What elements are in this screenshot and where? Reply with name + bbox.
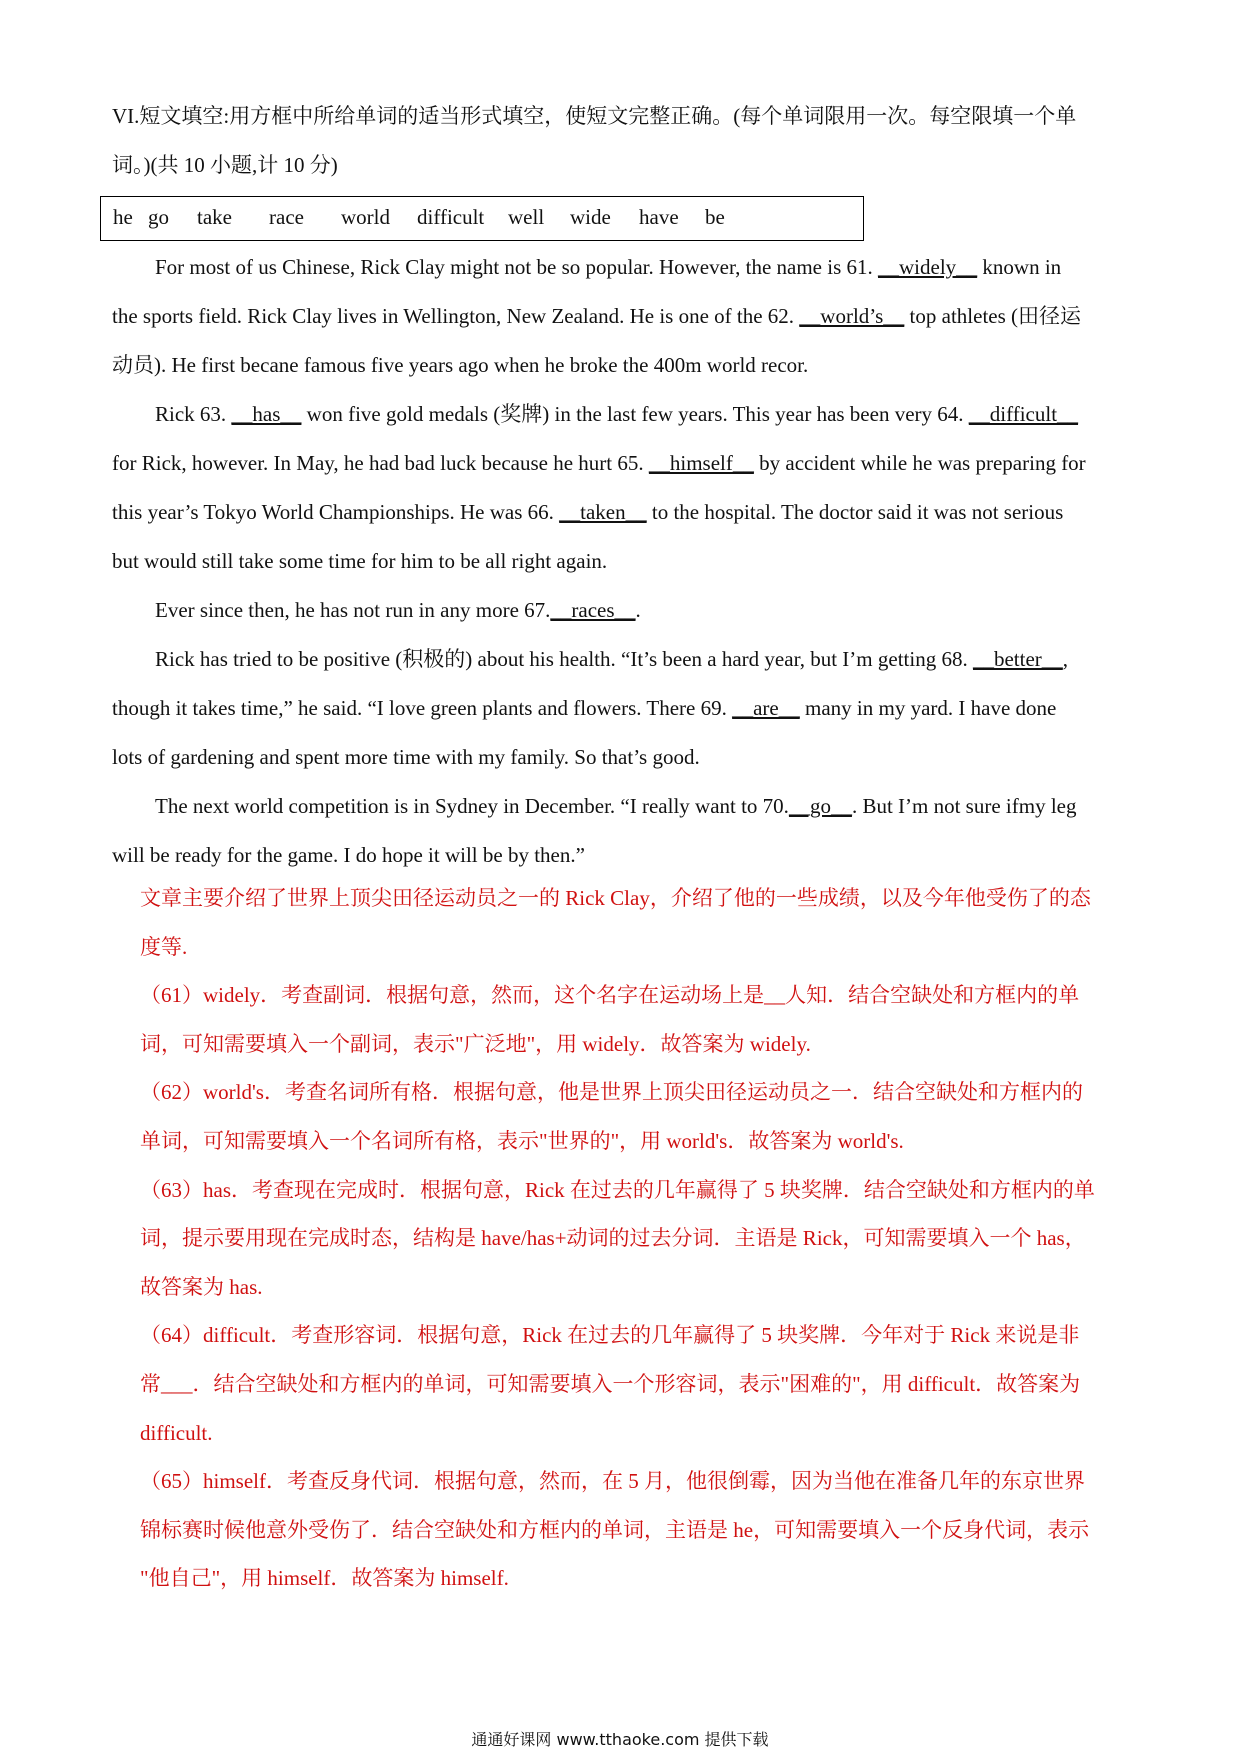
answer-blank-67: __races__ — [550, 598, 636, 622]
answer-blank-69: __are__ — [732, 696, 800, 720]
passage-line: this year’s Tokyo World Championships. He was 66. __taken__ to the hospital. The doctor said it was not serious — [112, 500, 1064, 524]
analysis-line: difficult. — [140, 1420, 213, 1445]
word-box-item: world — [341, 205, 390, 229]
word-box-item: well — [508, 205, 545, 229]
word-box-item: have — [639, 205, 679, 229]
passage-line: The next world competition is in Sydney in December. “I really want to 70.__go__. But I’m not sure ifmy leg — [155, 794, 1077, 818]
analysis-line: （62）world's．考查名词所有格．根据句意，他是世界上顶尖田径运动员之一．结合空缺处和方框内的 — [140, 1080, 1083, 1105]
analysis-line: 锦标赛时候他意外受伤了．结合空缺处和方框内的单词，主语是 he，可知需要填入一个反身代词，表示 — [140, 1517, 1090, 1542]
answer-blank-63: __has__ — [231, 402, 302, 426]
passage-line: for Rick, however. In May, he had bad luck because he hurt 65. __himself__ by accident while he was preparing for — [112, 451, 1086, 475]
analysis-line: 度等. — [140, 934, 188, 959]
analysis-line: （65）himself．考查反身代词．根据句意，然而，在 5 月，他很倒霉，因为当他在准备几年的东京世界 — [140, 1469, 1085, 1494]
passage-line: will be ready for the game. I do hope it will be by then.” — [112, 843, 585, 867]
answer-blank-68: __better__ — [972, 647, 1063, 671]
analysis-line: 词，可知需要填入一个副词，表示"广泛地"，用 widely．故答案为 widely. — [140, 1031, 811, 1056]
heading-line-1: VI.短文填空:用方框中所给单词的适当形式填空，使短文完整正确。(每个单词限用一次。每空限填一个单 — [112, 104, 1077, 128]
word-box-item: race — [269, 205, 304, 229]
analysis-line: （63）has．考查现在完成时．根据句意，Rick 在过去的几年赢得了 5 块奖牌．结合空缺处和方框内的单 — [140, 1177, 1095, 1202]
analysis-line: （64）difficult．考查形容词．根据句意，Rick 在过去的几年赢得了 5 块奖牌．今年对于 Rick 来说是非 — [140, 1323, 1080, 1348]
word-box-item: be — [705, 205, 725, 229]
answer-blank-70: __go__ — [788, 794, 852, 818]
passage-line: For most of us Chinese, Rick Clay might not be so popular. However, the name is 61. __widely__ known in — [155, 255, 1062, 279]
reading-passage — [112, 243, 1132, 880]
passage-line: Rick 63. __has__ won five gold medals (奖牌) in the last few years. This year has been very 64. __difficult__ — [155, 402, 1079, 426]
word-box-item: take — [197, 205, 232, 229]
answer-blank-62: __world’s__ — [799, 304, 905, 328]
analysis-line: 常___．结合空缺处和方框内的单词，可知需要填入一个形容词，表示"困难的"，用 difficult．故答案为 — [140, 1371, 1081, 1396]
analysis-line: 文章主要介绍了世界上顶尖田径运动员之一的 Rick Clay，介绍了他的一些成绩，以及今年他受伤了的态 — [140, 886, 1091, 910]
answer-blank-65: __himself__ — [648, 451, 754, 475]
passage-line: the sports field. Rick Clay lives in Wellington, New Zealand. He is one of the 62. __world’s__ top athletes (田径运 — [112, 304, 1082, 328]
heading-line-2: 词。)(共 10 小题,计 10 分) — [112, 153, 338, 177]
passage-line: lots of gardening and spent more time with my family. So that’s good. — [112, 745, 700, 769]
word-box-item: go — [148, 205, 169, 229]
analysis-line: "他自己"，用 himself．故答案为 himself. — [140, 1566, 509, 1591]
word-box-item: wide — [570, 205, 611, 229]
page-footer: 通通好课网 www.tthaoke.com 提供下载 — [471, 1730, 769, 1749]
word-box — [100, 196, 864, 241]
analysis-line: 词，提示要用现在完成时态，结构是 have/has+动词的过去分词．主语是 Rick，可知需要填入一个 has， — [140, 1226, 1086, 1251]
answer-blank-66: __taken__ — [559, 500, 647, 524]
word-box-item: difficult — [417, 205, 485, 229]
passage-line: but would still take some time for him to be all right again. — [112, 549, 608, 573]
passage-line: 动员). He first becane famous five years ago when he broke the 400m world recor. — [112, 353, 809, 377]
section-heading — [112, 92, 1132, 190]
answer-blank-64: __difficult__ — [968, 402, 1079, 426]
passage-line: though it takes time,” he said. “I love green plants and flowers. There 69. __are__ many in my yard. I have done — [112, 696, 1057, 720]
analysis-line: 单词，可知需要填入一个名词所有格，表示"世界的"，用 world's．故答案为 world's. — [140, 1128, 904, 1153]
word-box-item: he — [113, 205, 133, 229]
answer-blank-61: __widely__ — [878, 255, 978, 279]
passage-line: Ever since then, he has not run in any more 67.__races__. — [155, 598, 641, 622]
analysis-line: 故答案为 has. — [140, 1274, 263, 1299]
passage-line: Rick has tried to be positive (积极的) about his health. “It’s been a hard year, but I’m getting 68. __better__, — [155, 647, 1069, 671]
analysis-line: （61）widely．考查副词．根据句意，然而，这个名字在运动场上是__人知．结合空缺处和方框内的单 — [140, 983, 1080, 1008]
answer-analysis — [140, 874, 1130, 1603]
